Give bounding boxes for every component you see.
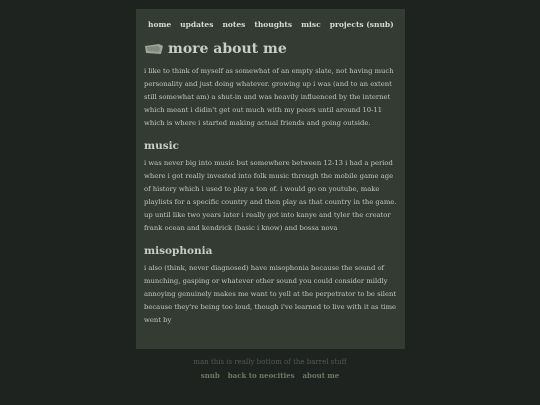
content-panel [136,9,405,349]
title-row [144,41,397,57]
nav-home[interactable]: home [148,20,172,29]
nav-notes[interactable]: notes [222,20,246,29]
footer-links [0,371,540,380]
footer-link-snub[interactable]: snub [200,371,220,380]
page-title: more about me [168,41,287,57]
footer-note: man this is really bottom of the barrel stuff [193,358,347,366]
intro-paragraph: i like to think of myself as somewhat of an empty slate, not having much personality and just doing whatever. growing up i was (and to an extent still somewhat am) a shut-in and was heavily influenced by the internet which meant i didin't get out much with my peers until around 10-11 which is where i started making actual friends and going outside. [144,67,394,127]
section-heading-music: music [144,140,180,152]
section-body-misophonia: i also (think, never diagnosed) have misophonia because the sound of munching, gasping or whatever other sound you could consider mildly annoying genuinely makes me want to yell at the perpetrator to be silent because they're being too loud, though i've learned to live with it as time went by [144,264,397,324]
top-nav [144,18,397,32]
footer-link-about[interactable]: about me [302,371,340,380]
nav-thoughts[interactable]: thoughts [254,20,293,29]
flag-icon [144,40,168,59]
nav-misc[interactable]: misc [301,20,321,29]
nav-updates[interactable]: updates [180,20,214,29]
section-body-music: i was never big into music but somewhere between 12-13 i had a period where i got really invested into folk music through the mobile game age of history which i used to play a ton of. i would go on youtube, make playlists for a specific country and then play as that country in the game. up until like two years later i really got into kanye and tyler the creator frank ocean and kendrick (basic i know) and bossa nova [144,159,397,232]
footer-link-neocities[interactable]: back to neocities [227,371,295,380]
nav-projects[interactable]: projects (snub) [329,20,394,29]
section-heading-misophonia: misophonia [144,245,213,257]
